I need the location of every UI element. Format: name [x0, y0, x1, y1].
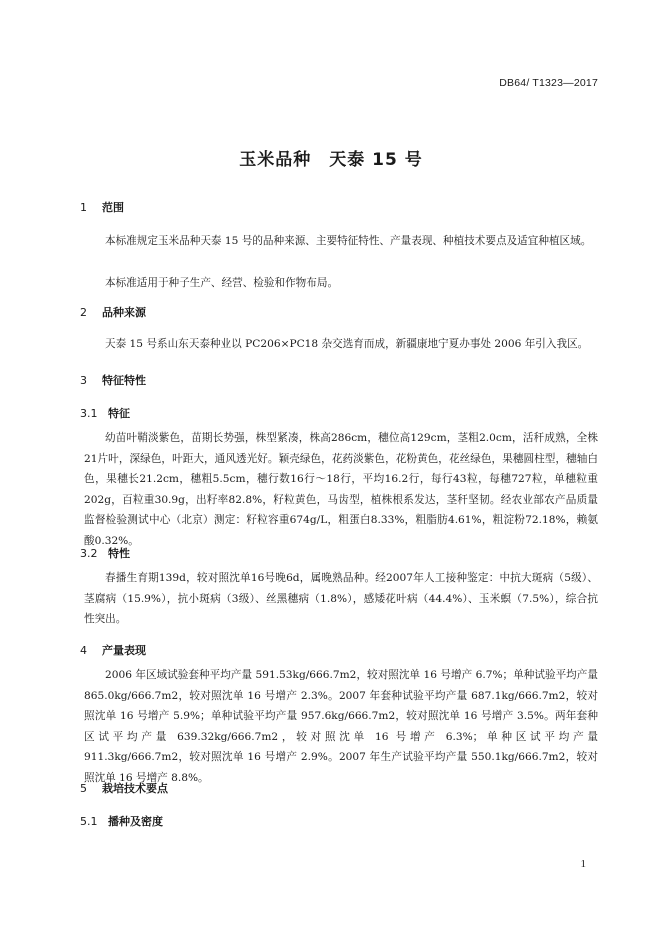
- paragraph: 春播生育期139d，较对照沈单16号晚6d，属晚熟品种。经2007年人工接种鉴定：中抗大斑病（5级）、茎腐病（15.9%），抗小斑病（3级）、丝黑穗病（1.8%），感矮花叶病（44.4%）、玉米螟（7.5%），综合抗性突出。: [84, 572, 598, 625]
- section-heading-3: [80, 372, 146, 388]
- section-title: 产量表现: [102, 644, 146, 657]
- section-number: 2: [80, 306, 87, 319]
- subsection-number: 3.2: [80, 547, 98, 560]
- page-number: 1: [580, 858, 586, 870]
- paragraph: 天泰 15 号系山东天泰种业以 PC206×PC18 杂交选育而成，新疆康地宁夏办事处 2006 年引入我区。: [105, 338, 589, 350]
- subsection-heading-5-1: [80, 813, 163, 829]
- section-number: 1: [80, 201, 87, 214]
- standard-code: DB64/ T1323—2017: [499, 77, 598, 89]
- subsection-number: 3.1: [80, 407, 98, 420]
- section-title: 品种来源: [102, 306, 146, 319]
- subsection-title: 特性: [108, 547, 130, 560]
- section-title: 栽培技术要点: [102, 782, 168, 795]
- subsection-heading-3-2: [80, 545, 130, 561]
- subsection-number: 5.1: [80, 815, 98, 828]
- paragraph: 幼苗叶鞘淡紫色，苗期长势强，株型紧凑，株高286cm，穗位高129cm，茎粗2.0cm，活秆成熟，全株21片叶，深绿色，叶距大，通风透光好。颖壳绿色，花药淡紫色，花粉黄色，花丝绿色，果穗圆柱型，穗轴白色，果穗长21.2cm，穗粗5.5cm，穗行数16行～18行，平均16.2行，每行43粒，每穗727粒，单穗粒重202g，百粒重30.9g，出籽率82.8%，籽粒黄色，马齿型，植株根系发达，茎秆坚韧。经农业部农产品质量监督检验测试中心（北京）测定：籽粒容重674g/L，粗蛋白8.33%，粗脂肪4.61%，粗淀粉72.18%，赖氨酸0.32%。: [84, 432, 598, 547]
- section-number: 4: [80, 644, 87, 657]
- section-title: 特征特性: [102, 374, 146, 387]
- section-title: 范围: [102, 201, 124, 214]
- section-number: 5: [80, 782, 87, 795]
- paragraph: 2006 年区域试验套种平均产量 591.53kg/666.7m2，较对照沈单 16 号增产 6.7%；单种试验平均产量 865.0kg/666.7m2，较对照沈单 16 号增产 2.3%。2007 年套种试验平均产量 687.1kg/666.7m2，较对照沈单 16 号增产 5.9%；单种试验平均产量 957.6kg/666.7m2，较对照沈单 16 号增产 3.5%。两年套种区试平均产量 639.32kg/666.7m2，较对照沈单 16 号增产 6.3%；单种区试平均产量 911.3kg/666.7m2，较对照沈单 16 号增产 2.9%。2007 年生产试验平均产量 550.1kg/666.7m2，较对照沈单 16 号增产 8.8%。: [84, 669, 598, 784]
- paragraph: 本标准规定玉米品种天泰 15 号的品种来源、主要特征特性、产量表现、种植技术要点及适宜种植区域。: [105, 235, 592, 247]
- section-number: 3: [80, 374, 87, 387]
- section-heading-1: [80, 199, 124, 215]
- subsection-title: 特征: [108, 407, 130, 420]
- section-heading-5: [80, 780, 168, 796]
- subsection-title: 播种及密度: [108, 815, 163, 828]
- subsection-heading-3-1: [80, 405, 130, 421]
- page-title: 玉米品种 天泰 15 号: [239, 150, 423, 170]
- paragraph: 本标准适用于种子生产、经营、检验和作物布局。: [105, 277, 339, 289]
- section-heading-2: [80, 304, 146, 320]
- section-heading-4: [80, 642, 146, 658]
